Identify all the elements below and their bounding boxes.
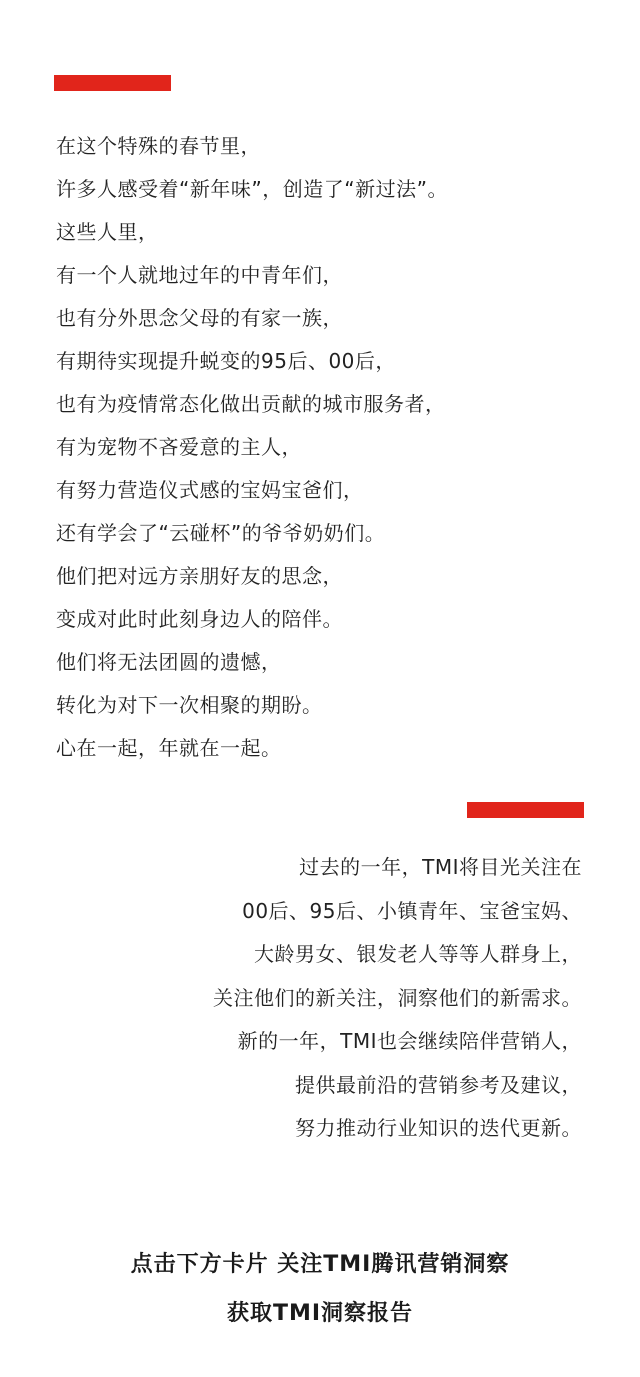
outro-line: 过去的一年，TMI将目光关注在 bbox=[299, 855, 582, 879]
intro-line: 许多人感受着“新年味”，创造了“新过法”。 bbox=[56, 177, 448, 201]
intro-line: 变成对此时此刻身边人的陪伴。 bbox=[56, 607, 343, 631]
intro-line: 这些人里， bbox=[56, 220, 159, 244]
intro-line: 在这个特殊的春节里， bbox=[56, 134, 261, 158]
intro-line: 有努力营造仪式感的宝妈宝爸们， bbox=[56, 478, 364, 502]
intro-line: 还有学会了“云碰杯”的爷爷奶奶们。 bbox=[56, 521, 386, 545]
outro-line: 新的一年，TMI也会继续陪伴营销人， bbox=[237, 1029, 582, 1053]
outro-line: 大龄男女、银发老人等等人群身上， bbox=[254, 942, 582, 966]
accent-bar-top bbox=[54, 75, 171, 91]
intro-line: 心在一起，年就在一起。 bbox=[56, 736, 282, 760]
intro-line: 有期待实现提升蜕变的95后、00后， bbox=[56, 349, 396, 373]
intro-line: 也有为疫情常态化做出贡献的城市服务者， bbox=[56, 392, 446, 416]
report-call-to-action: 获取TMI洞察报告 bbox=[226, 1301, 414, 1326]
intro-line: 有为宠物不吝爱意的主人， bbox=[56, 435, 302, 459]
accent-bar-middle bbox=[467, 802, 584, 818]
intro-line: 他们将无法团圆的遗憾， bbox=[56, 650, 282, 674]
intro-paragraph bbox=[56, 125, 616, 770]
intro-line: 转化为对下一次相聚的期盼。 bbox=[56, 693, 323, 717]
outro-line: 努力推动行业知识的迭代更新。 bbox=[295, 1116, 582, 1140]
outro-paragraph bbox=[22, 846, 582, 1151]
intro-line: 有一个人就地过年的中青年们， bbox=[56, 263, 343, 287]
outro-line: 提供最前沿的营销参考及建议， bbox=[295, 1072, 582, 1097]
follow-call-to-action: 点击下方卡片 关注TMI腾讯营销洞察 bbox=[130, 1252, 510, 1277]
intro-line: 他们把对远方亲朋好友的思念， bbox=[56, 564, 343, 588]
intro-line: 也有分外思念父母的有家一族， bbox=[56, 306, 343, 330]
outro-line: 00后、95后、小镇青年、宝爸宝妈、 bbox=[242, 898, 582, 923]
outro-line: 关注他们的新关注，洞察他们的新需求。 bbox=[213, 985, 582, 1010]
